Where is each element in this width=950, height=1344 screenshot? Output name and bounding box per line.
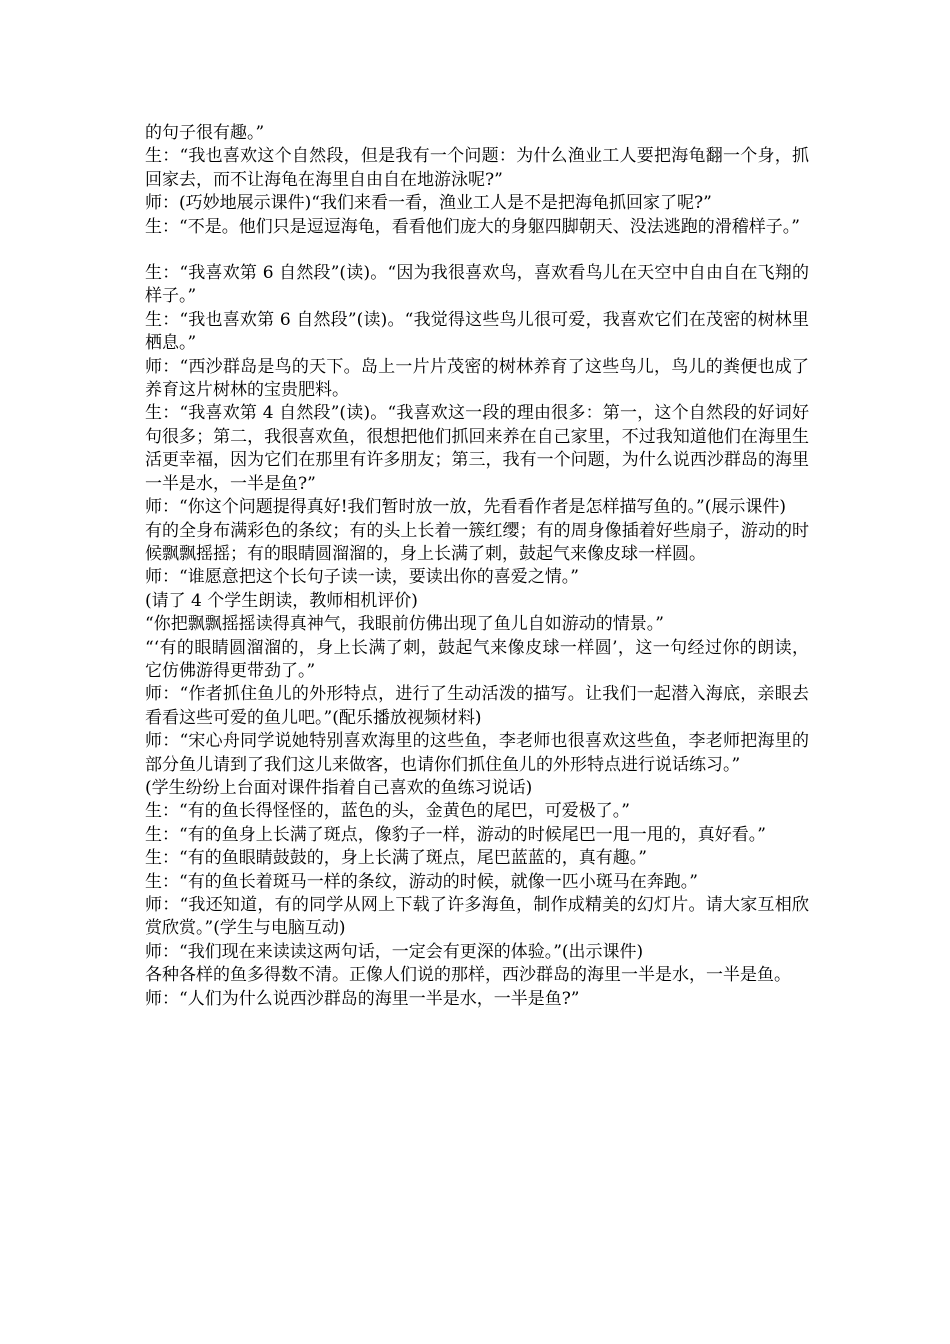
paragraph: “‘有的眼睛圆溜溜的，身上长满了刺，鼓起气来像皮球一样圆’，这一句经过你的朗读，它仿佛游得更带劲了。” [145, 637, 809, 681]
paragraph: 师：“西沙群岛是鸟的天下。岛上一片片茂密的树林养育了这些鸟儿，鸟儿的粪便也成了养育这片树林的宝贵肥料。 [145, 356, 809, 401]
paragraph: 师：“我还知道，有的同学从网上下载了许多海鱼，制作成精美的幻灯片。请大家互相欣赏欣赏。”(学生与电脑互动) [145, 895, 809, 939]
paragraph: 各种各样的鱼多得数不清。正像人们说的那样，西沙群岛的海里一半是水，一半是鱼。 [145, 965, 791, 986]
paragraph: 师：“我们现在来读读这两句话，一定会有更深的体验。”(出示课件) [145, 941, 644, 962]
paragraph: “你把飘飘摇摇读得真神气，我眼前仿佛出现了鱼儿自如游动的情景。” [145, 614, 664, 635]
paragraph: 生：“我也喜欢这个自然段，但是我有一个问题：为什么渔业工人要把海龟翻一个身，抓回家去，而不让海龟在海里自由自在地游泳呢?” [145, 146, 809, 190]
paragraph: 生：“有的鱼长得怪怪的，蓝色的头，金黄色的尾巴，可爱极了。” [145, 801, 630, 822]
paragraph: 生：“有的鱼长着斑马一样的条纹，游动的时候，就像一匹小斑马在奔跑。” [145, 871, 698, 892]
document-body [145, 122, 809, 1011]
paragraph: 生：“我喜欢第 4 自然段”(读)。“我喜欢这一段的理由很多：第一，这个自然段的好词好句很多；第二，我很喜欢鱼，很想把他们抓回来养在自己家里，不过我知道他们在海里生活更幸福，因为它们在那里有许多朋友；第三，我有一个问题，为什么说西沙群岛的海里一半是水，一半是鱼?” [145, 403, 809, 494]
paragraph: (请了 4 个学生朗读，教师相机评价) [145, 590, 418, 611]
paragraph: 生：“我也喜欢第 6 自然段”(读)。“我觉得这些鸟儿很可爱，我喜欢它们在茂密的树林里栖息。” [145, 309, 809, 354]
paragraph: (学生纷纷上台面对课件指着自己喜欢的鱼练习说话) [145, 777, 533, 798]
paragraph: 有的全身布满彩色的条纹；有的头上长着一簇红缨；有的周身像插着好些扇子，游动的时候飘飘摇摇；有的眼睛圆溜溜的，身上长满了刺，鼓起气来像皮球一样圆。 [145, 520, 809, 564]
paragraph: 生：“有的鱼眼睛鼓鼓的，身上长满了斑点，尾巴蓝蓝的，真有趣。” [145, 848, 647, 869]
paragraph: 师：“作者抓住鱼儿的外形特点，进行了生动活泼的描写。让我们一起潜入海底，亲眼去看看这些可爱的鱼儿吧。”(配乐播放视频材料) [145, 684, 809, 728]
paragraph: 师：“宋心舟同学说她特别喜欢海里的这些鱼，李老师也很喜欢这些鱼，李老师把海里的部分鱼儿请到了我们这儿来做客，也请你们抓住鱼儿的外形特点进行说话练习。” [145, 731, 809, 775]
paragraph: 生：“有的鱼身上长满了斑点，像豹子一样，游动的时候尾巴一甩一甩的，真好看。” [145, 824, 766, 845]
paragraph: 生：“不是。他们只是逗逗海龟，看看他们庞大的身躯四脚朝天、没法逃跑的滑稽样子。” [145, 216, 800, 237]
paragraph: 师：“人们为什么说西沙群岛的海里一半是水，一半是鱼?” [145, 988, 580, 1009]
blank-line [145, 239, 809, 262]
paragraph: 师：“谁愿意把这个长句子读一读，要读出你的喜爱之情。” [145, 567, 579, 588]
paragraph: 生：“我喜欢第 6 自然段”(读)。“因为我很喜欢鸟，喜欢看鸟儿在天空中自由自在飞翔的样子。” [145, 263, 809, 307]
paragraph: 师：“你这个问题提得真好!我们暂时放一放，先看看作者是怎样描写鱼的。”(展示课件) [145, 497, 786, 518]
paragraph: 的句子很有趣。” [145, 123, 265, 143]
paragraph: 师：(巧妙地展示课件)“我们来看一看，渔业工人是不是把海龟抓回家了呢?” [145, 193, 712, 214]
